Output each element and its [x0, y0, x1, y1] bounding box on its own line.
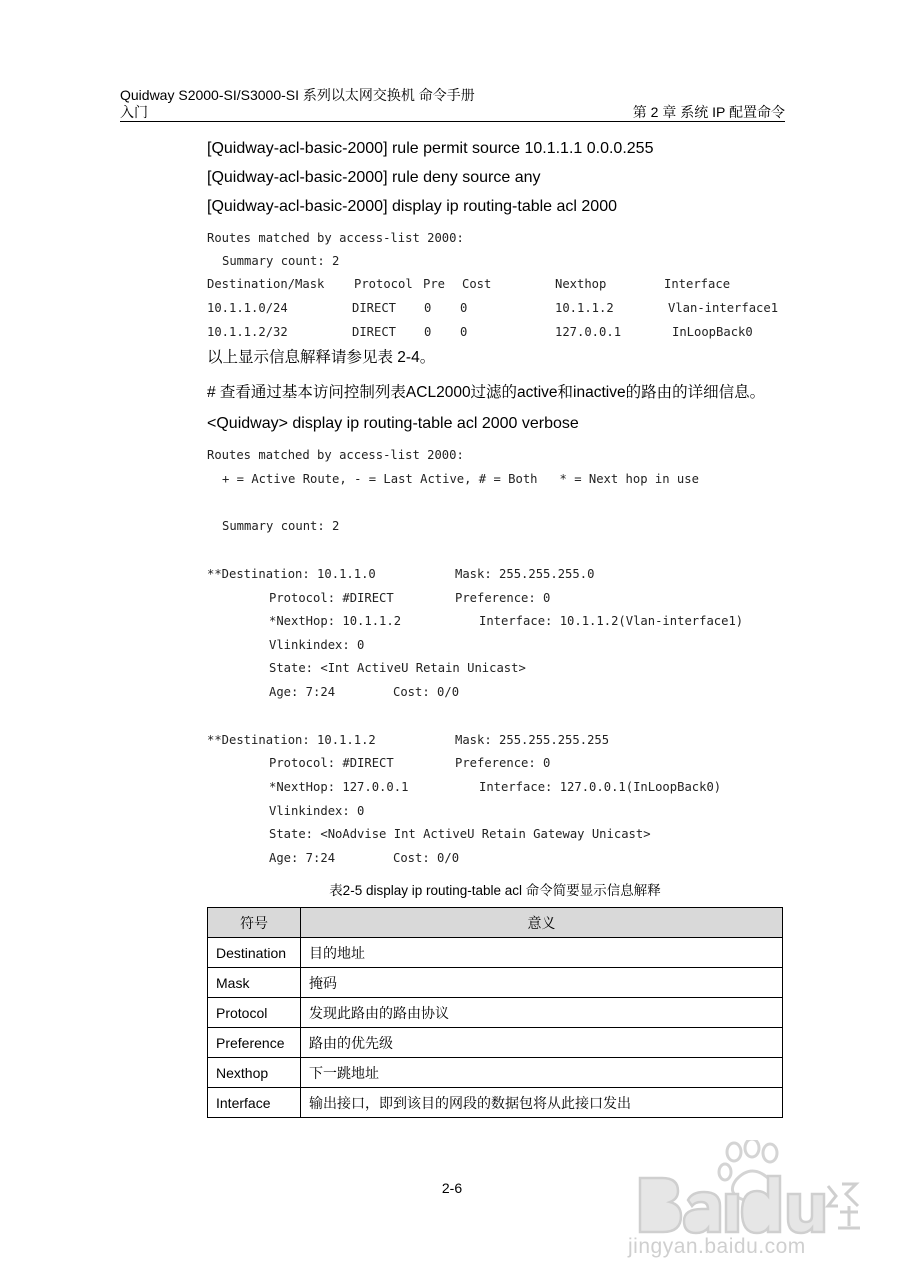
command-line: [Quidway-acl-basic-2000] rule permit source 10.1.1.1 0.0.0.255 [207, 140, 654, 157]
cell-nexthop: 127.0.0.1 [555, 325, 622, 339]
table-row [208, 938, 783, 968]
entry-protocol: Protocol: #DIRECT [269, 591, 394, 605]
entry-interface: Interface: 127.0.0.1(InLoopBack0) [479, 780, 722, 794]
cell-pre: 0 [424, 325, 432, 339]
cell-protocol: DIRECT [352, 325, 397, 339]
entry-mask: Mask: 255.255.255.0 [455, 567, 595, 581]
entry-age: Age: 7:24 [269, 685, 336, 699]
cell-meaning: 掩码 [301, 968, 783, 998]
output-matched: Routes matched by access-list 2000: [207, 231, 464, 245]
cell-interface: Vlan-interface1 [668, 301, 779, 315]
cell-meaning: 路由的优先级 [301, 1028, 783, 1058]
header-symbol: 符号 [208, 908, 301, 938]
entry-preference: Preference: 0 [455, 591, 551, 605]
entry-age: Age: 7:24 [269, 851, 336, 865]
page-number: 2-6 [441, 1180, 463, 1196]
table-caption: 表2-5 display ip routing-table acl 命令简要显示信息解释 [329, 883, 661, 898]
table-row [208, 1088, 783, 1118]
col-destination-mask: Destination/Mask [207, 277, 325, 291]
table-row [208, 1058, 783, 1088]
entry-cost: Cost: 0/0 [393, 685, 460, 699]
entry-nexthop: *NextHop: 10.1.1.2 [269, 614, 402, 628]
entry-vlinkindex: Vlinkindex: 0 [269, 804, 365, 818]
table-header-row [208, 908, 783, 938]
cell-meaning: 目的地址 [301, 938, 783, 968]
entry-destination: **Destination: 10.1.1.0 [207, 567, 376, 581]
cell-symbol: Interface [208, 1088, 301, 1118]
col-protocol: Protocol [354, 277, 413, 291]
cell-destination: 10.1.1.2/32 [207, 325, 288, 339]
entry-preference: Preference: 0 [455, 756, 551, 770]
cell-cost: 0 [460, 325, 468, 339]
table-row [208, 998, 783, 1028]
cell-meaning: 输出接口，即到该目的网段的数据包将从此接口发出 [301, 1088, 783, 1118]
col-interface: Interface [664, 277, 731, 291]
command-line: [Quidway-acl-basic-2000] display ip routing-table acl 2000 [207, 198, 617, 215]
entry-state: State: <Int ActiveU Retain Unicast> [269, 661, 526, 675]
section-label: 入门 [120, 104, 148, 120]
entry-interface: Interface: 10.1.1.2(Vlan-interface1) [479, 614, 744, 628]
entry-destination: **Destination: 10.1.1.2 [207, 733, 376, 747]
cell-cost: 0 [460, 301, 468, 315]
chapter-label: 第 2 章 系统 IP 配置命令 [632, 104, 785, 120]
cell-meaning: 发现此路由的路由协议 [301, 998, 783, 1028]
cell-pre: 0 [424, 301, 432, 315]
entry-mask: Mask: 255.255.255.255 [455, 733, 610, 747]
command-line: [Quidway-acl-basic-2000] rule deny source any [207, 169, 541, 186]
col-cost: Cost [462, 277, 492, 291]
cell-interface: InLoopBack0 [672, 325, 753, 339]
watermark-url: jingyan.baidu.com [628, 1235, 806, 1258]
cell-symbol: Nexthop [208, 1058, 301, 1088]
cell-symbol: Destination [208, 938, 301, 968]
output-matched: Routes matched by access-list 2000: [207, 448, 464, 462]
info-table [207, 907, 783, 1118]
entry-protocol: Protocol: #DIRECT [269, 756, 394, 770]
table-row [208, 968, 783, 998]
table-row [208, 1028, 783, 1058]
reference-paragraph: 以上显示信息解释请参见表 2-4。 [207, 349, 436, 366]
cell-symbol: Preference [208, 1028, 301, 1058]
header-meaning: 意义 [301, 908, 783, 938]
cell-nexthop: 10.1.1.2 [555, 301, 614, 315]
entry-nexthop: *NextHop: 127.0.0.1 [269, 780, 409, 794]
cell-symbol: Protocol [208, 998, 301, 1028]
cell-symbol: Mask [208, 968, 301, 998]
output-summary: Summary count: 2 [222, 519, 340, 533]
entry-state: State: <NoAdvise Int ActiveU Retain Gateway Unicast> [269, 827, 651, 841]
entry-cost: Cost: 0/0 [393, 851, 460, 865]
description-paragraph: # 查看通过基本访问控制列表ACL2000过滤的active和inactive的路由的详细信息。 [207, 384, 766, 401]
cell-meaning: 下一跳地址 [301, 1058, 783, 1088]
col-nexthop: Nexthop [555, 277, 607, 291]
output-summary: Summary count: 2 [222, 254, 340, 268]
cell-destination: 10.1.1.0/24 [207, 301, 288, 315]
entry-vlinkindex: Vlinkindex: 0 [269, 638, 365, 652]
cell-protocol: DIRECT [352, 301, 397, 315]
output-legend: + = Active Route, - = Last Active, # = Both * = Next hop in use [222, 472, 699, 486]
verbose-command: <Quidway> display ip routing-table acl 2000 verbose [207, 415, 579, 432]
header-divider [120, 121, 785, 122]
col-pre: Pre [423, 277, 446, 291]
document-title: Quidway S2000-SI/S3000-SI 系列以太网交换机 命令手册 [120, 87, 475, 103]
